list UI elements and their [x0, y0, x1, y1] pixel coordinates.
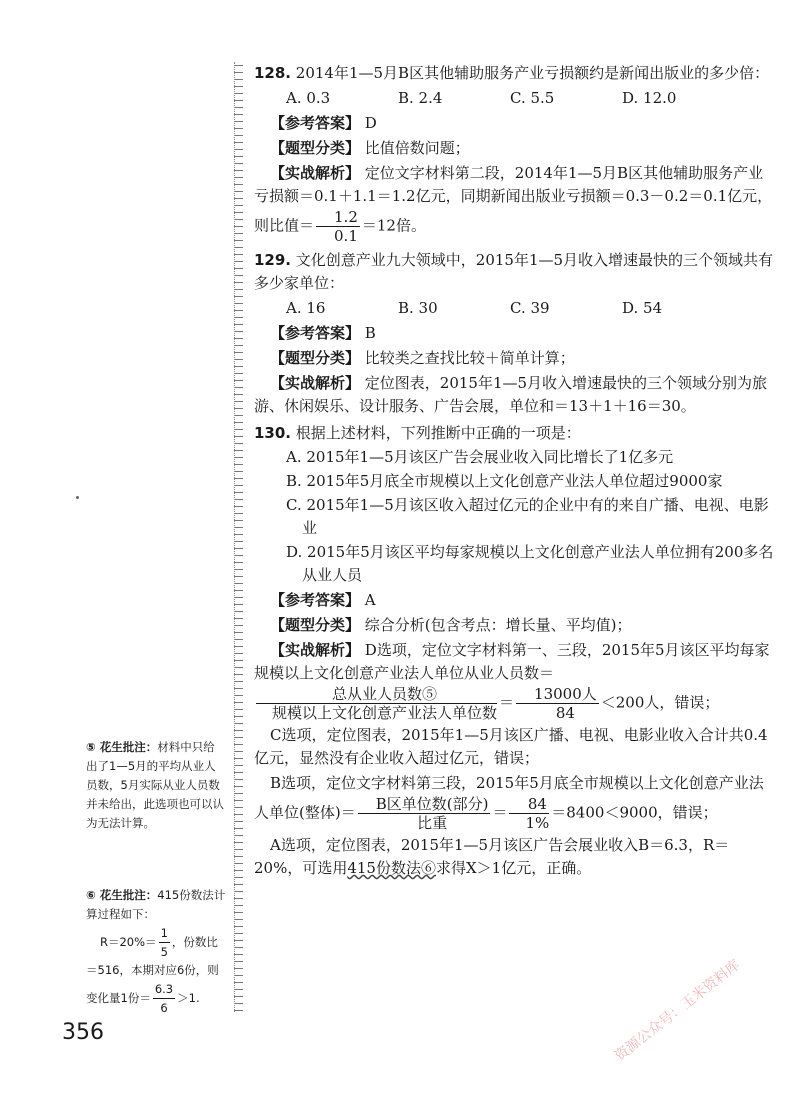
side-note-6: ⑥ 花生批注：415份数法计算过程如下： R＝20%＝ $\frac{1}{5}$ ，份数比 ＝516，本期对应6份，则变化量1份＝ $\frac{6.3}{6}$ ＞1. — [86, 888, 226, 1015]
option-d: D. 12.0 — [622, 89, 677, 107]
option-a: A. 0.3 — [286, 89, 331, 107]
option-b: B. 2.4 — [398, 89, 443, 107]
type-129: 【题型分类】 比较类之查找比较＋简单计算； — [270, 349, 575, 367]
fraction: $\frac{1}{5}$ — [160, 926, 168, 959]
question-130: 130. 根据上述材料，下列推断中正确的一项是： — [254, 424, 581, 442]
answer-129: 【参考答案】 B — [270, 324, 376, 342]
side-note-5: ⑤ 花生批注：材料中只给出了1—5月的平均从业人员数，5月实际从业人员数并未给出，此选项也可以认为无法计算。 — [86, 740, 224, 830]
main-content — [254, 62, 774, 882]
option-b: B. 2015年5月底全市规模以上文化创意产业法人单位超过9000家 — [286, 472, 723, 490]
fraction: $\frac{1.2}{0.1}$ — [316, 208, 360, 245]
option-a: A. 2015年1—5月该区广告会展业收入同比增长了1亿多元 — [286, 448, 674, 466]
analysis-129: 【实战解析】 定位图表，2015年1—5月收入增速最快的三个领域分别为旅游、休闲娱乐、设计服务、广告会展，单位和＝13＋1＋16＝30。 — [254, 374, 768, 415]
option-c: C. 39 — [510, 299, 550, 317]
fraction: $\frac{\text{B区单位数(部分)}}{\text{比重}}$ — [358, 795, 491, 832]
options-128 — [254, 87, 774, 110]
question-129: 129. 文化创意产业九大领域中，2015年1—5月收入增速最快的三个领域共有多少家单位： — [254, 251, 774, 292]
analysis-130-b: B选项，定位文字材料第三段，2015年5月底全市规模以上文化创意产业法人单位(整体)＝ $\frac{\text{B区单位数(部分)}}{\text{比重}}$ ＝ $\frac{84}{1\%}$ ＝8400＜9000，错误； — [254, 774, 764, 832]
wavy-underline-term: 415份数法⑥ — [347, 859, 436, 877]
fraction: $\frac{\text{13000人}}{84}$ — [516, 685, 599, 722]
fraction: $\frac{84}{1\%}$ — [509, 795, 549, 832]
option-c: C. 2015年1—5月该区收入超过亿元的企业中有的来自广播、电视、电影业 — [286, 496, 769, 537]
option-a: A. 16 — [286, 299, 326, 317]
type-128: 【题型分类】 比值倍数问题； — [270, 139, 470, 157]
option-b: B. 30 — [398, 299, 438, 317]
page-number: 356 — [62, 1020, 104, 1045]
analysis-128: 【实战解析】 定位文字材料第二段，2014年1—5月B区其他辅助服务产业亏损额＝0.1＋1.1＝1.2亿元，同期新闻出版业亏损额＝0.3－0.2＝0.1亿元，则比值＝ $\frac{1.2}{0.1}$ ＝12倍。 — [254, 164, 773, 245]
analysis-130-d: 【实战解析】 D选项，定位文字材料第一、三段，2015年5月该区平均每家规模以上文化创意产业法人单位从业人员数＝ $\frac{\text{总从业人员数⑤}}{\text{规模以上文化创意产业法人单位数}}$ ＝ $\frac{\text{13000人}}{84}$ ＜200人，错误； — [254, 641, 770, 722]
analysis-130-c: C选项，定位图表，2015年1—5月该区广播、电视、电影业收入合计共0.4亿元，显然没有企业收入超过亿元，错误； — [254, 726, 768, 767]
answer-130: 【参考答案】 A — [270, 591, 376, 609]
fraction: $\frac{6.3}{6}$ — [154, 982, 174, 1015]
option-d: D. 54 — [622, 299, 663, 317]
option-c: C. 5.5 — [510, 89, 555, 107]
stray-dot — [76, 496, 79, 499]
analysis-130-a: A选项，定位图表，2015年1—5月该区广告会展业收入B＝6.3，R＝20%，可选用415份数法⑥求得X＞1亿元，正确。 — [254, 836, 730, 877]
option-d: D. 2015年5月该区平均每家规模以上文化创意产业法人单位拥有200多名从业人员 — [286, 543, 774, 584]
question-128: 128. 2014年1—5月B区其他辅助服务产业亏损额约是新闻出版业的多少倍： — [254, 64, 770, 82]
type-130: 【题型分类】 综合分析(包含考点：增长量、平均值)； — [270, 616, 632, 634]
options-129 — [254, 297, 774, 320]
watermark: 资源公众号：玉米资料库 — [612, 957, 744, 1065]
answer-128: 【参考答案】 D — [270, 114, 377, 132]
fraction: $\frac{\text{总从业人员数⑤}}{\text{规模以上文化创意产业法人单位数}}$ — [256, 685, 497, 722]
margin-divider — [234, 62, 243, 1012]
